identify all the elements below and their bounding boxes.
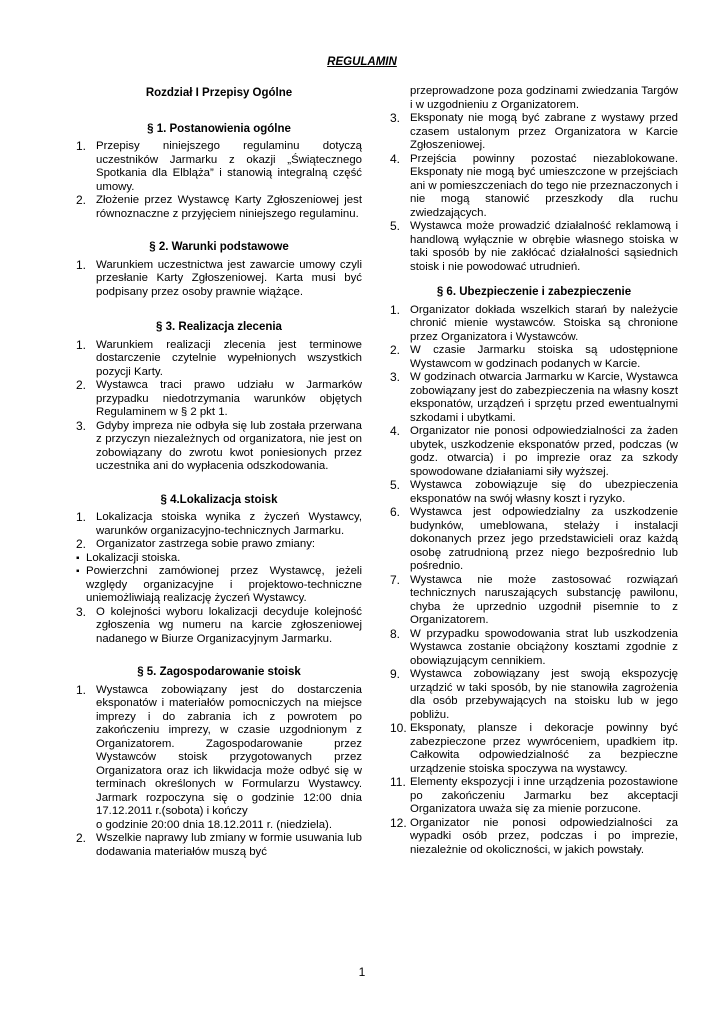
document-title: REGULAMIN <box>327 56 397 68</box>
list-item <box>76 379 362 420</box>
item-text: Warunkiem realizacji zlecenia jest terminowe dostarczenie czytelnie wypełnionych wszystkich pozycji Karty. <box>96 338 362 378</box>
section-4-item-3 <box>76 606 362 647</box>
list-item <box>390 817 678 858</box>
chapter-heading: Rozdział I Przepisy Ogólne <box>145 87 293 99</box>
item-text: O kolejności wyboru lokalizacji decyduje kolejność zgłoszenia wg numeru na karcie zgłoszeniowej nadanego w Biurze Organizacyjnym Jarmarku. <box>96 605 362 645</box>
item-number: 3. <box>76 604 87 619</box>
item-text: Organizator dokłada wszelkich starań by należycie chronić mienie wystawców. Stoiska są chronione przez Organizatora i Wystawców. <box>410 303 678 343</box>
item-text: Złożenie przez Wystawcę Karty Zgłoszeniowej jest równoznaczne z przyjęciem niniejszego regulaminu. <box>96 194 362 220</box>
item-number: 7. <box>390 572 401 587</box>
item-text: Wystawca jest odpowiedzialny za uszkodzenie budynków, umeblowana, stelaży i instalacji dokonanych przez jego przedstawicieli oraz każdą osobę zatrudnioną przez niego bezpośrednio lub pośrednio. <box>410 506 678 572</box>
section-5-heading: § 5. Zagospodarowanie stoisk <box>137 666 301 678</box>
section-5-continuation: przeprowadzone poza godzinami zwiedzania Targów i w uzgodnieniu z Organizatorem. <box>410 85 678 111</box>
list-item <box>390 479 678 506</box>
list-item <box>76 259 362 300</box>
list-item <box>390 574 678 628</box>
list-item <box>76 339 362 380</box>
item-text: Organizator nie ponosi odpowiedzialności za wypadki osób przez, podczas i po imprezie, niezależnie od okoliczności, w jakich powstały. <box>410 816 678 856</box>
right-column <box>390 85 678 857</box>
section-1-list <box>76 140 362 221</box>
item-number: 3. <box>76 418 87 433</box>
item-number: 2. <box>76 378 87 392</box>
list-item <box>390 153 678 221</box>
item-text: Wystawca traci prawo udziału w Jarmarków przypadku niedotrzymania warunków objętych Regulaminem w § 2 pkt 1. <box>96 379 362 418</box>
item-text: Eksponaty, plansze i dekoracje powinny być zabezpieczone przez wywróceniem, upadkiem itp. Całkowita odpowiedzialność za bezpieczne urządzenie stoiska spoczywa na wystawcy. <box>410 722 678 775</box>
item-text: Lokalizacja stoiska wynika z życzeń Wystawcy, warunków organizacyjno-technicznych Jarmarku. <box>96 511 362 537</box>
item-number: 4. <box>390 424 401 438</box>
item-number: 1. <box>76 139 87 153</box>
bullet-text: Lokalizacji stoiska. <box>86 551 181 564</box>
item-number: 2. <box>390 343 401 357</box>
section-4-item-1 <box>76 511 362 538</box>
section-3-list <box>76 339 362 474</box>
item-text: Wystawca zobowiązany jest do dostarczenia eksponatów i materiałów pomocniczych na miejsce imprezy i do zabrania ich z powrotem po zakończeniu imprezy, w czasie uzgodnionym z Organizatorem. Zagospodarowanie przez Wystawców stoisk przygotowanych przez Organizatora oraz ich likwidacja może odbyć się w terminach określonych w Formularzu Wystawcy. Jarmark rozpoczyna się o godzinie 12:00 dnia 17.12.2011 r.(sobota) i kończy <box>96 683 362 817</box>
item-number: 5. <box>390 219 401 233</box>
item-number: 2. <box>76 537 87 551</box>
bullet-item <box>76 565 362 606</box>
list-item <box>76 140 362 194</box>
item-text: Organizator zastrzega sobie prawo zmiany: <box>96 538 316 550</box>
list-item <box>390 220 678 274</box>
bullet-text: Powierzchni zamówionej przez Wystawcę, jeżeli względy organizacyjne i projektowo-techniczne uniemożliwiają realizację życzeń Wystawcy. <box>86 565 362 604</box>
item-text: W godzinach otwarcia Jarmarku w Karcie, Wystawca zobowiązany jest do zabezpieczenia na własny koszt eksponatów, urządzeń i sprzętu przed ewentualnymi szkodami i ubytkami. <box>410 371 678 424</box>
item-number: 1. <box>76 682 87 697</box>
item-text: Przejścia powinny pozostać niezablokowane. Eksponaty nie mogą być umieszczone w przejściach ani w pomieszczeniach do tego nie przeznaczonych i nie mogą stanowić przeszkody dla ruchu zwiedzających. <box>410 152 678 219</box>
list-item <box>390 776 678 817</box>
item-number: 12. <box>390 815 407 830</box>
section-3-heading: § 3. Realizacja zlecenia <box>156 321 282 333</box>
item-text: Przepisy niniejszego regulaminu dotyczą uczestników Jarmarku z okazji „Świątecznego Spotkania dla Elbląża” i stanowią integralną część umowy. <box>96 140 362 193</box>
item-text: Wystawca nie może zastosować rozwiązań technicznych naruszających substancję pawilonu, chyba że uprzednio uzgodnił pisemnie to z Organizatorem. <box>410 573 678 626</box>
list-item <box>390 344 678 371</box>
section-2-heading: § 2. Warunki podstawowe <box>149 241 289 253</box>
bullet-square-icon: ▪ <box>76 552 80 564</box>
item-text: Gdyby impreza nie odbyła się lub została przerwana z przyczyn niezależnych od organizatora, nie jest on zobowiązany do zwrotu kwot poniesionych przez uczestnika ani do wypłacenia odszkodowania. <box>96 419 362 472</box>
item-text: Warunkiem uczestnictwa jest zawarcie umowy czyli przesłanie Karty Zgłoszeniowej. Karta musi być podpisany przez osoby prawnie wiążące. <box>96 258 362 298</box>
section-2-list <box>76 259 362 300</box>
item-number: 4. <box>390 151 401 166</box>
list-item <box>390 722 678 776</box>
section-6-heading: § 6. Ubezpieczenie i zabezpieczenie <box>436 286 632 298</box>
item-number: 2. <box>76 193 87 207</box>
item-number: 10. <box>390 721 407 735</box>
item-number: 1. <box>76 337 87 352</box>
left-column <box>76 80 362 859</box>
item-number: 5. <box>390 478 401 492</box>
item-text: Wystawca zobowiązany jest swoją ekspozycję urządzić w taki sposób, by nie stanowiła zagrożenia dla osób przebywających na stoisku lub w jego pobliżu. <box>410 668 678 721</box>
section-5-item-1 <box>76 684 362 819</box>
list-item <box>390 304 678 345</box>
bullet-square-icon: ▪ <box>76 566 80 577</box>
item-text: Wszelkie naprawy lub zmiany w formie usuwania lub dodawania materiałów muszą być <box>96 832 362 858</box>
item-text: Wystawca zobowiązuje się do ubezpieczenia eksponatów na swój własny koszt i ryzyko. <box>410 479 678 505</box>
item-number: 1. <box>76 510 87 524</box>
item-number: 3. <box>390 370 401 384</box>
item-number: 9. <box>390 667 401 681</box>
item-number: 6. <box>390 505 401 519</box>
list-item <box>390 425 678 479</box>
item-number: 8. <box>390 626 401 641</box>
bullet-item <box>76 552 362 566</box>
section-4-bullets <box>76 552 362 606</box>
item-text: W przypadku spowodowania strat lub uszkodzenia Wystawca zostanie obciążony kosztami zgodnie z obowiązującym cennikiem. <box>410 627 678 667</box>
item-number: 3. <box>390 111 401 125</box>
list-item <box>76 420 362 474</box>
section-4-heading: § 4.Lokalizacja stoisk <box>160 493 278 506</box>
section-5-item-1-continuation: o godzinie 20:00 dnia 18.12.2011 r. (niedziela). <box>96 818 332 831</box>
section-1-heading: § 1. Postanowienia ogólne <box>147 122 291 135</box>
item-text: W czasie Jarmarku stoiska są udostępnione Wystawcom w godzinach podanych w Karcie. <box>410 344 678 370</box>
section-5-list-continued <box>390 112 678 274</box>
section-4-item-2 <box>76 538 362 552</box>
item-text: Organizator nie ponosi odpowiedzialności za żaden ubytek, uszkodzenie eksponatów przed, podczas (w godz. otwarcia) i po imprezie oraz za szkody spowodowane działaniami siły wyższej. <box>410 425 678 478</box>
page-number: 1 <box>358 965 366 979</box>
item-number: 11. <box>390 775 406 789</box>
list-item <box>390 371 678 425</box>
item-text: Eksponaty nie mogą być zabrane z wystawy przed czasem ustalonym przez Organizatora w Karcie Zgłoszeniowej. <box>410 112 678 151</box>
item-number: 1. <box>76 257 87 272</box>
section-5-item-2 <box>76 832 362 859</box>
item-number: 1. <box>390 302 401 317</box>
section-6-list <box>390 304 678 858</box>
list-item <box>76 194 362 221</box>
item-number: 2. <box>76 831 87 845</box>
list-item <box>390 506 678 574</box>
item-text: Elementy ekspozycji i inne urządzenia pozostawione po zakończeniu Jarmarku bez akceptacji Organizatora uważa się za mienie porzucone. <box>410 776 678 815</box>
list-item <box>390 628 678 669</box>
item-text: Wystawca może prowadzić działalność reklamową i handlową wyłącznie w obrębie własnego stoiska w taki sposób by nie zakłócać działalności sąsiednich stoisk i nie powodować utrudnień. <box>410 220 678 273</box>
list-item <box>390 112 678 153</box>
list-item <box>390 668 678 722</box>
